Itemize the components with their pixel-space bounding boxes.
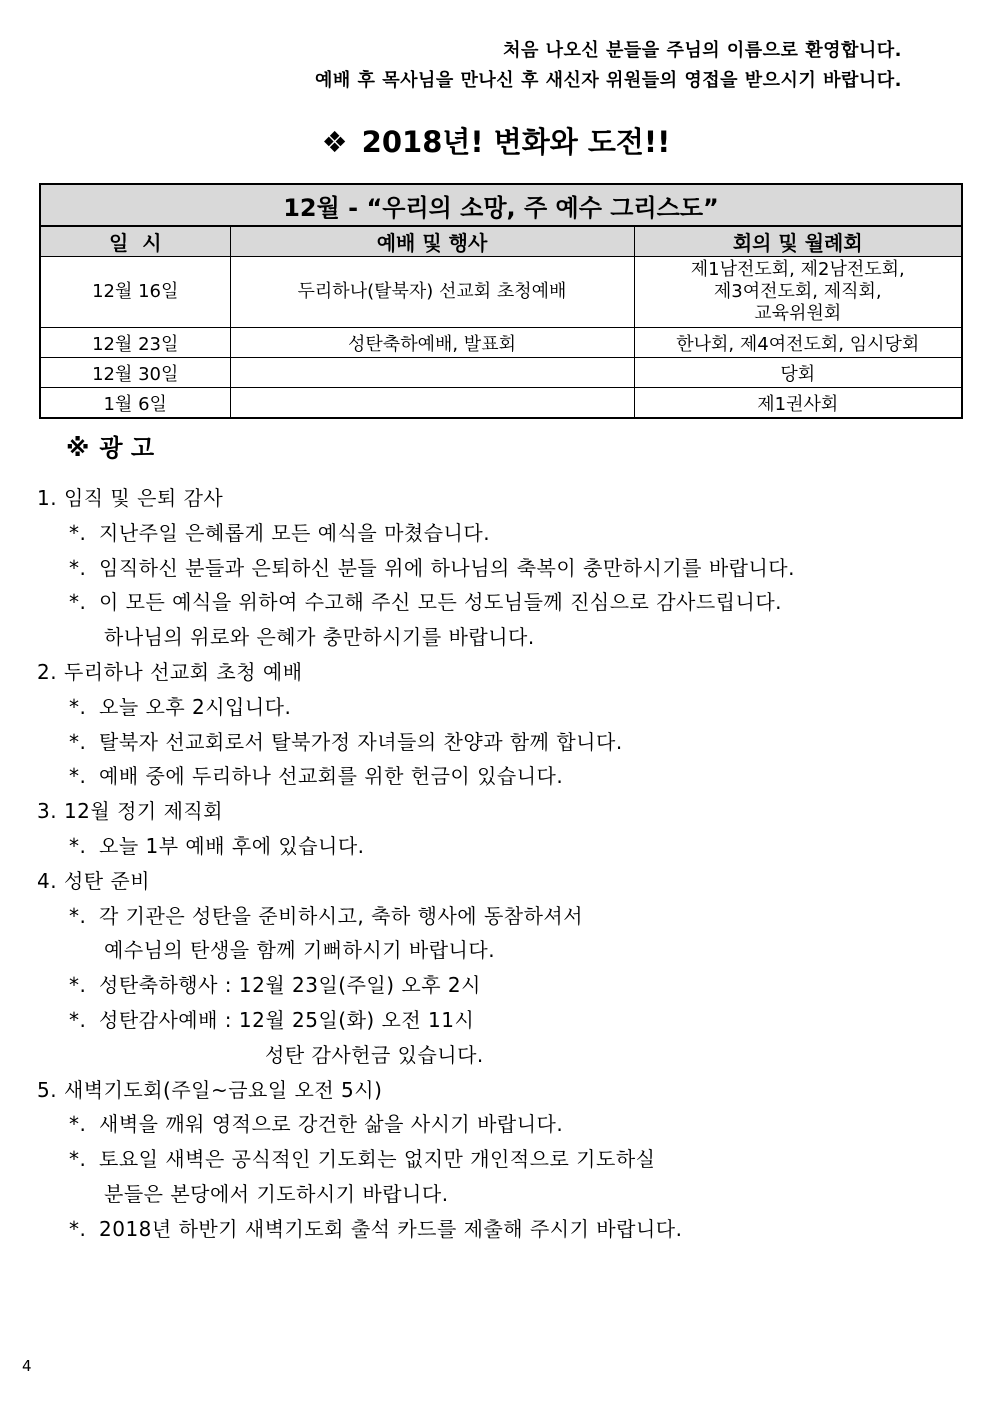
- row-date: 12월 30일: [40, 358, 230, 388]
- header-date: 일 시: [40, 226, 230, 257]
- list-item-text: 각 기관은 성탄을 준비하시고, 축하 행사에 동참하셔서: [99, 903, 584, 928]
- list-item: [37, 1212, 937, 1247]
- list-item: [37, 759, 937, 794]
- list-item: [37, 1107, 937, 1142]
- list-item: [37, 551, 937, 586]
- list-item: [37, 829, 937, 864]
- list-item-text: 2018년 하반기 새벽기도회 출석 카드를 제출해 주시기 바랍니다.: [99, 1216, 683, 1241]
- row-meeting: [634, 257, 962, 328]
- bullet-mark: *.: [69, 555, 87, 580]
- announcements-heading-text: 광 고: [99, 434, 155, 462]
- header-event: 예배 및 행사: [230, 226, 634, 257]
- bullet-mark: *.: [69, 694, 87, 719]
- bullet-mark: *.: [69, 973, 87, 998]
- list-item-continuation: 하나님의 위로와 은혜가 충만하시기를 바랍니다.: [104, 625, 535, 650]
- table-row: [40, 257, 962, 328]
- welcome-message: [315, 36, 902, 96]
- list-item-text: 이 모든 예식을 위하여 수고해 주신 모든 성도님들께 진심으로 감사드립니다.: [99, 590, 782, 615]
- list-item-text: 지난주일 은혜롭게 모든 예식을 마쳤습니다.: [99, 520, 491, 545]
- bullet-mark: *.: [69, 833, 87, 858]
- list-item-text: 성탄감사예배 : 12월 25일(화) 오전 11시: [99, 1007, 475, 1032]
- row-meeting-line: 제1남전도회, 제2남전도회,: [690, 259, 905, 280]
- bullet-mark: *.: [69, 903, 87, 928]
- announcement-title: 4. 성탄 준비: [37, 868, 151, 893]
- bullet-mark: *.: [69, 729, 87, 754]
- row-event: 성탄축하예배, 발표회: [230, 328, 634, 358]
- list-item-continuation: 성탄 감사헌금 있습니다.: [265, 1042, 484, 1067]
- row-event: [230, 388, 634, 419]
- bullet-mark: *.: [69, 1007, 87, 1032]
- list-item-text: 새벽을 깨워 영적으로 강건한 삶을 사시기 바랍니다.: [99, 1112, 564, 1137]
- list-item-text: 성탄축하행사 : 12월 23일(주일) 오후 2시: [99, 973, 481, 998]
- announcements-list: [37, 481, 937, 1247]
- diamond-icon: ❖: [321, 125, 348, 159]
- list-item-continuation: 예수님의 탄생을 함께 기뻐하시기 바랍니다.: [104, 938, 496, 963]
- list-item: [37, 585, 937, 620]
- table-row: [40, 388, 962, 419]
- bullet-mark: *.: [69, 1147, 87, 1172]
- reference-mark-icon: ※: [66, 434, 90, 462]
- list-item-text: 예배 중에 두리하나 선교회를 위한 헌금이 있습니다.: [99, 764, 564, 789]
- announcement-title: 3. 12월 정기 제직회: [37, 799, 224, 824]
- welcome-line-2: 예배 후 목사님을 만나신 후 새신자 위원들의 영접을 받으시기 바랍니다.: [315, 70, 902, 91]
- page-title-text: 2018년! 변화와 도전!!: [361, 125, 671, 159]
- schedule-month-title: 12월 - “우리의 소망, 주 예수 그리스도”: [40, 184, 962, 226]
- header-meeting: 회의 및 월례회: [634, 226, 962, 257]
- list-item: [37, 1142, 937, 1177]
- list-item: [37, 968, 937, 1003]
- bullet-mark: *.: [69, 764, 87, 789]
- list-item-text: 오늘 오후 2시입니다.: [99, 694, 292, 719]
- row-meeting: 한나회, 제4여전도회, 임시당회: [634, 328, 962, 358]
- list-item: [37, 725, 937, 760]
- welcome-line-1: 처음 나오신 분들을 주님의 이름으로 환영합니다.: [503, 40, 902, 61]
- row-date: 12월 23일: [40, 328, 230, 358]
- row-meeting: 제1권사회: [634, 388, 962, 419]
- bullet-mark: *.: [69, 1112, 87, 1137]
- list-item-text: 탈북자 선교회로서 탈북가정 자녀들의 찬양과 함께 합니다.: [99, 729, 623, 754]
- list-item: [37, 1003, 937, 1038]
- announcement-title: 2. 두리하나 선교회 초청 예배: [37, 659, 303, 684]
- row-meeting-line: 제3여전도회, 제직회,: [713, 281, 882, 302]
- list-item: [37, 516, 937, 551]
- bullet-mark: *.: [69, 1216, 87, 1241]
- bullet-mark: *.: [69, 590, 87, 615]
- announcements-heading: [66, 428, 154, 463]
- row-meeting: 당회: [634, 358, 962, 388]
- announcement-title: 1. 임직 및 은퇴 감사: [37, 486, 224, 510]
- row-event: 두리하나(탈북자) 선교회 초청예배: [230, 257, 634, 328]
- bullet-mark: *.: [69, 520, 87, 545]
- page-title: [0, 120, 992, 161]
- list-item: [37, 690, 937, 725]
- page-number: 4: [22, 1357, 32, 1375]
- row-event: [230, 358, 634, 388]
- schedule-table: [39, 183, 963, 419]
- table-row: [40, 328, 962, 358]
- list-item: [37, 899, 937, 934]
- list-item-text: 토요일 새벽은 공식적인 기도회는 없지만 개인적으로 기도하실: [99, 1147, 656, 1172]
- announcement-title: 5. 새벽기도회(주일~금요일 오전 5시): [37, 1077, 383, 1102]
- row-meeting-line: 교육위원회: [754, 303, 842, 324]
- list-item-text: 임직하신 분들과 은퇴하신 분들 위에 하나님의 축복이 충만하시기를 바랍니다.: [99, 555, 795, 580]
- table-row: [40, 358, 962, 388]
- row-date: 12월 16일: [40, 257, 230, 328]
- list-item-text: 오늘 1부 예배 후에 있습니다.: [99, 833, 365, 858]
- row-date: 1월 6일: [40, 388, 230, 419]
- list-item-continuation: 분들은 본당에서 기도하시기 바랍니다.: [104, 1181, 449, 1206]
